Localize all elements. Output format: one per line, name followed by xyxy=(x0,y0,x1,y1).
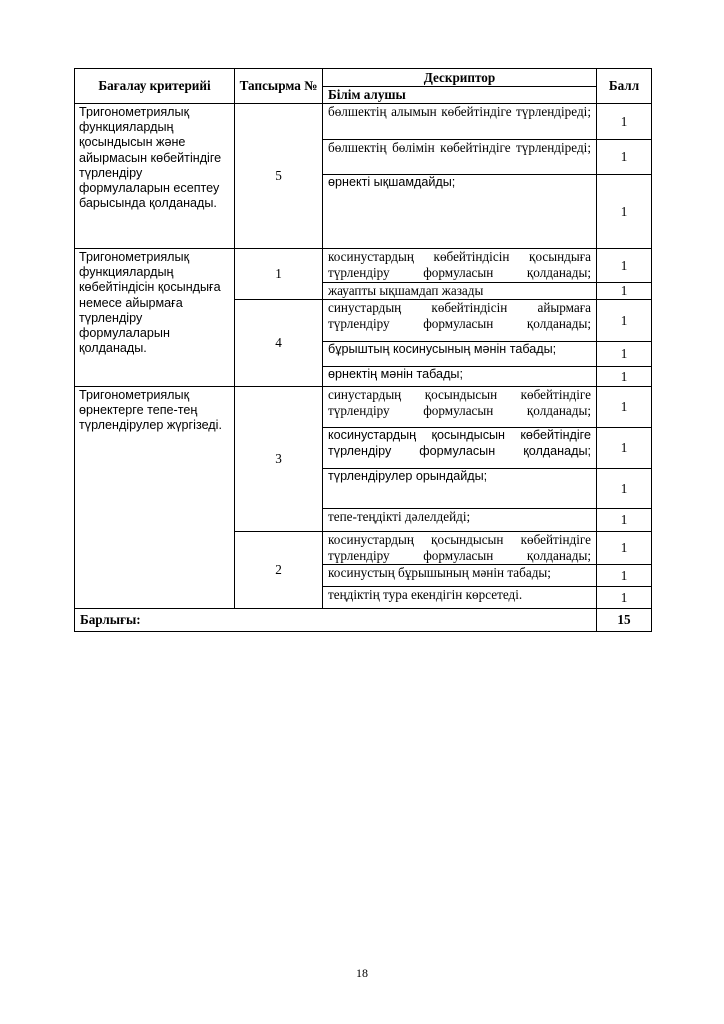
descriptor-cell: өрнекті ықшамдайды; xyxy=(323,175,597,249)
descriptor-cell: синустардың қосындысын көбейтіндіге түрлендіру формуласын қолданады; xyxy=(323,387,597,428)
criterion-cell: Тригонометриялық өрнектерге тепе-тең түрлендірулер жүргізеді. xyxy=(75,387,235,609)
score-cell: 1 xyxy=(597,428,652,469)
score-cell: 1 xyxy=(597,367,652,387)
score-cell: 1 xyxy=(597,565,652,587)
criterion-cell: Тригонометриялық функциялардың көбейтіндісін қосындыға немесе айырмаға түрлендіру формулаларын қолданады. xyxy=(75,249,235,387)
header-score: Балл xyxy=(597,69,652,104)
table-header-row xyxy=(75,69,652,87)
descriptor-cell: бөлшектің бөлімін көбейтіндіге түрлендіреді; xyxy=(323,140,597,175)
table-row xyxy=(75,249,652,283)
descriptor-cell: жауапты ықшамдап жазады xyxy=(323,283,597,300)
score-cell: 1 xyxy=(597,469,652,509)
descriptor-cell: косинустардың қосындысын көбейтіндіге түрлендіру формуласын қолданады; xyxy=(323,532,597,565)
header-learner: Білім алушы xyxy=(323,87,597,104)
table-row xyxy=(75,104,652,140)
score-cell: 1 xyxy=(597,283,652,300)
total-row xyxy=(75,609,652,632)
descriptor-cell: тепе-теңдікті дәлелдейді; xyxy=(323,509,597,532)
score-cell: 1 xyxy=(597,175,652,249)
table-row xyxy=(75,387,652,428)
score-cell: 1 xyxy=(597,104,652,140)
descriptor-cell: косинустардың қосындысын көбейтіндіге түрлендіру формуласын қолданады; xyxy=(323,428,597,469)
descriptor-cell: өрнектің мәнін табады; xyxy=(323,367,597,387)
assessment-rubric-table xyxy=(74,68,652,632)
task-number-cell: 4 xyxy=(235,300,323,387)
header-criteria: Бағалау критерийі xyxy=(75,69,235,104)
task-number-cell: 3 xyxy=(235,387,323,532)
score-cell: 1 xyxy=(597,300,652,342)
total-score: 15 xyxy=(597,609,652,632)
total-label: Барлығы: xyxy=(75,609,597,632)
score-cell: 1 xyxy=(597,509,652,532)
task-number-cell: 1 xyxy=(235,249,323,300)
page-number: 18 xyxy=(356,966,368,980)
descriptor-cell: теңдіктің тура екендігін көрсетеді. xyxy=(323,587,597,609)
descriptor-cell: түрлендірулер орындайды; xyxy=(323,469,597,509)
score-cell: 1 xyxy=(597,249,652,283)
task-number-cell: 2 xyxy=(235,532,323,609)
score-cell: 1 xyxy=(597,342,652,367)
descriptor-cell: косинустың бұрышының мәнін табады; xyxy=(323,565,597,587)
task-number-cell: 5 xyxy=(235,104,323,249)
score-cell: 1 xyxy=(597,587,652,609)
descriptor-cell: синустардың көбейтіндісін айырмаға түрлендіру формуласын қолданады; xyxy=(323,300,597,342)
score-cell: 1 xyxy=(597,532,652,565)
header-descriptor: Дескриптор xyxy=(323,69,597,87)
descriptor-cell: косинустардың көбейтіндісін қосындыға түрлендіру формуласын қолданады; xyxy=(323,249,597,283)
descriptor-cell: бөлшектің алымын көбейтіндіге түрлендіреді; xyxy=(323,104,597,140)
criterion-cell: Тригонометриялық функциялардың қосындысын және айырмасын көбейтіндіге түрлендіру формулаларын есептеу барысында қолданады. xyxy=(75,104,235,249)
score-cell: 1 xyxy=(597,387,652,428)
header-task: Тапсырма № xyxy=(235,69,323,104)
descriptor-cell: бұрыштың косинусының мәнін табады; xyxy=(323,342,597,367)
score-cell: 1 xyxy=(597,140,652,175)
